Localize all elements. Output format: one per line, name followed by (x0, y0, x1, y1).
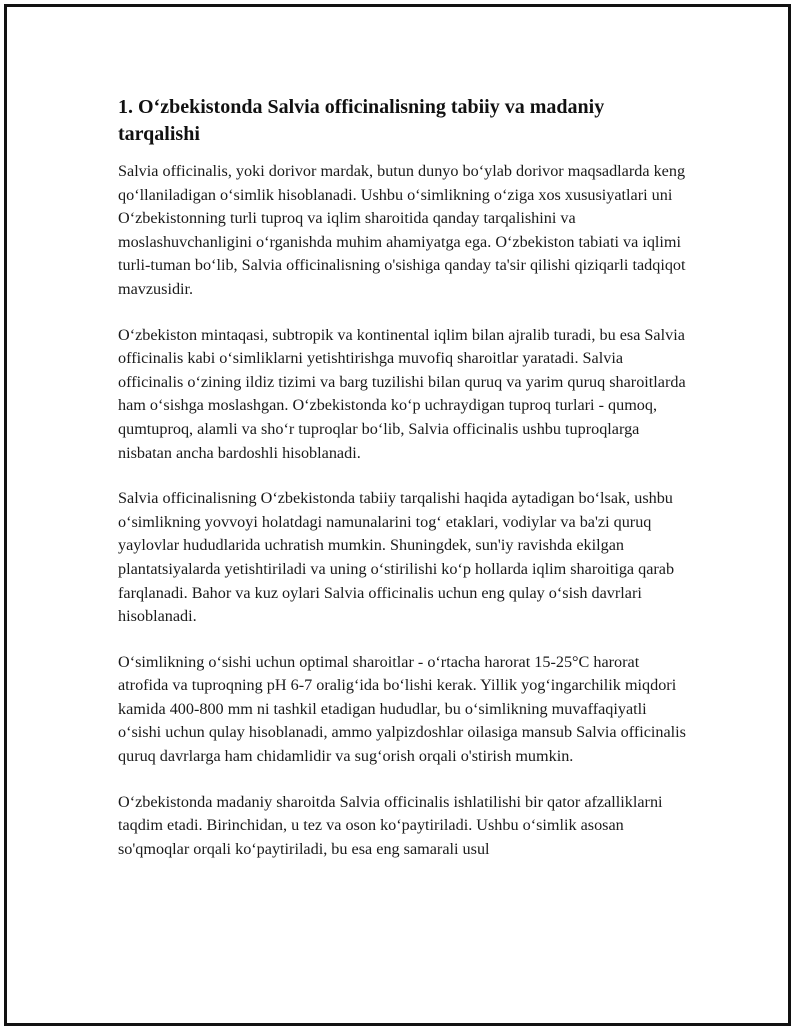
paragraph-1: Salvia officinalis, yoki dorivor mardak, butun dunyo bo‘ylab dorivor maqsadlarda keng qo‘llaniladigan o‘simlik hisoblanadi. Ushbu o‘simlikning o‘ziga xos xususiyatlari uni O‘zbekistonning turli tuproq va iqlim sharoitida qanday tarqalishini va moslashuvchanligini o‘rganishda muhim ahamiyatga ega. O‘zbekiston tabiati va iqlimi turli-tuman bo‘lib, Salvia officinalisning o'sishiga qanday ta'sir qilishi qiziqarli tadqiqot mavzusidir. (118, 162, 686, 298)
paragraph-5: O‘zbekistonda madaniy sharoitda Salvia officinalis ishlatilishi bir qator afzalliklarni taqdim etadi. Birinchidan, u tez va oson ko‘paytiriladi. Ushbu o‘simlik asosan so'qmoqlar orqali ko‘paytiriladi, bu esa eng samarali usul (118, 792, 663, 858)
document-body (118, 94, 690, 883)
paragraph-3: Salvia officinalisning O‘zbekistonda tabiiy tarqalishi haqida aytadigan bo‘lsak, ushbu o‘simlikning yovvoyi holatdagi namunalarini tog‘ etaklari, vodiylar va ba'zi quruq yaylovlar hududlarida uchratish mumkin. Shuningdek, sun'iy ravishda ekilgan plantatsiyalarda yetishtiriladi va uning o‘stirilishi ko‘p hollarda iqlim sharoitiga qarab farqlanadi. Bahor va kuz oylari Salvia officinalis uchun eng qulay o‘sish davrlari hisoblanadi. (118, 489, 675, 626)
paragraph-4: O‘simlikning o‘sishi uchun optimal sharoitlar - o‘rtacha harorat 15-25°C harorat atrofida va tuproqning pH 6-7 oralig‘ida bo‘lishi kerak. Yillik yog‘ingarchilik miqdori kamida 400-800 mm ni tashkil etadigan hududlar, bu o‘simlikning muvaffaqiyatli o‘sishi uchun qulay hisoblanadi, ammo yalpizdoshlar oilasiga mansub Salvia officinalis quruq davrlarga ham chidamlidir va sug‘orish orqali o'stirish mumkin. (118, 652, 686, 766)
paragraph-2: O‘zbekiston mintaqasi, subtropik va kontinental iqlim bilan ajralib turadi, bu esa Salvia officinalis kabi o‘simliklarni yetishtirishga muvofiq sharoitlar yaratadi. Salvia officinalis o‘zining ildiz tizimi va barg tuzilishi bilan quruq va yarim quruq sharoitlarda ham o‘sishga moslashgan. O‘zbekistonda ko‘p uchraydigan tuproq turlari - qumoq, qumtuproq, alamli va sho‘r tuproqlar bo‘lib, Salvia officinalis ushbu tuproqlarga nisbatan ancha bardoshli hisoblanadi. (118, 325, 686, 462)
section-title: 1. O‘zbekistonda Salvia officinalisning tabiiy va madaniy tarqalishi (118, 96, 605, 145)
